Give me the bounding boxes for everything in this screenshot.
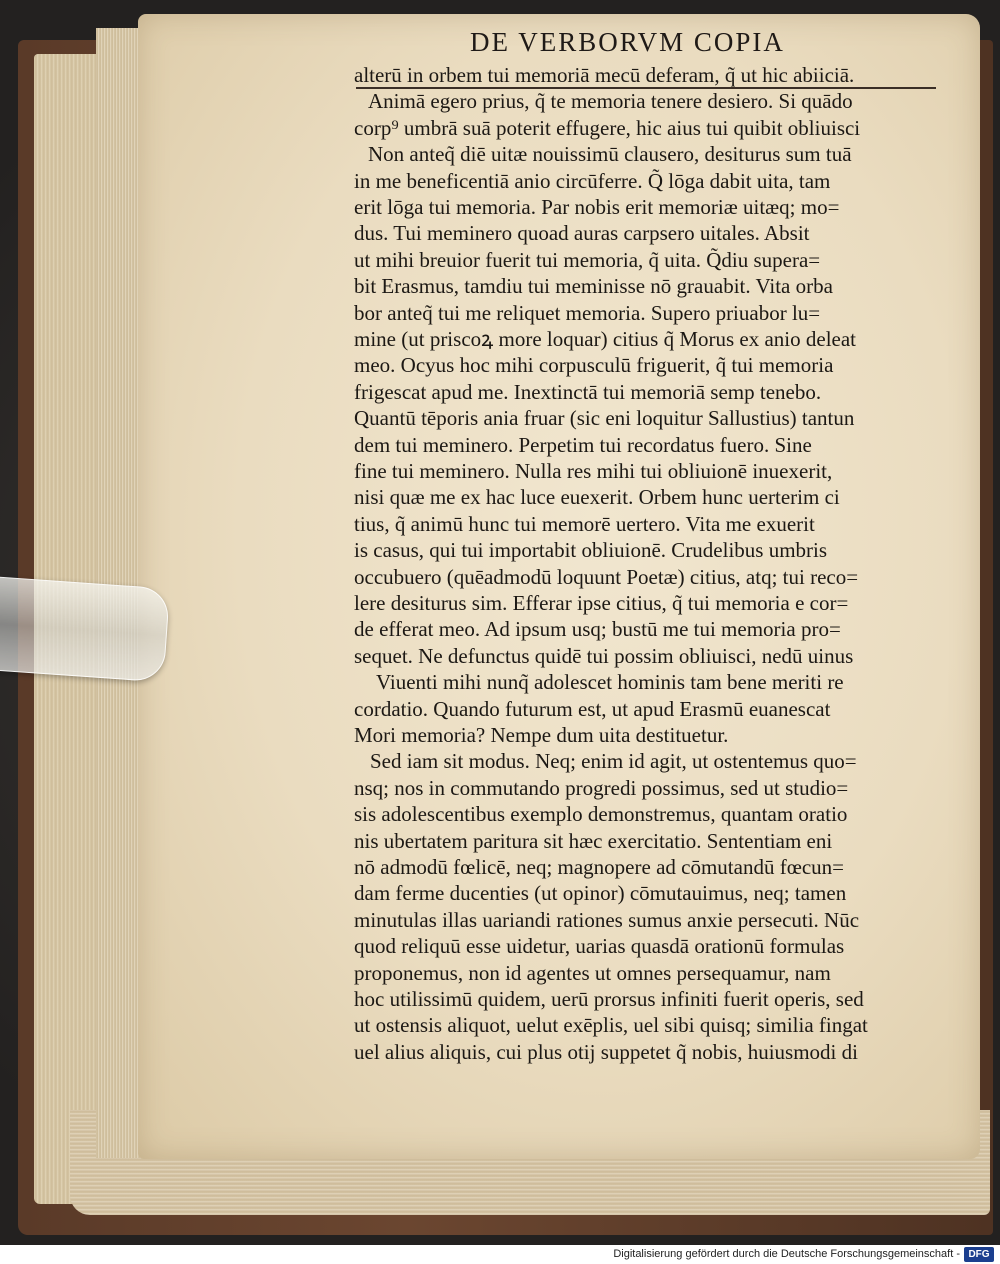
text-line: nō admodū fœlicē, neq; magnopere ad cōmutandū fœcun= xyxy=(354,855,845,879)
footer-credit: Digitalisierung gefördert durch die Deutsche Forschungsgemeinschaft - xyxy=(613,1248,960,1260)
text-line: lere desiturus sim. Efferar ipse citius, q̃ tui memoria e cor= xyxy=(354,591,849,615)
text-line: Animā egero prius, q̃ te memoria tenere desiero. Si quādo xyxy=(368,89,853,114)
text-line: quod reliquū esse uidetur, uarias quasdā orationū formulas xyxy=(354,934,845,959)
text-line: proponemus, non id agentes ut omnes persequamur, nam xyxy=(354,960,831,985)
text-line: sequet. Ne defunctus quidē tui possim obliuisci, nedū uinus xyxy=(354,643,854,668)
text-line: Mori memoria? Nempe dum uita destituetur. xyxy=(354,723,729,747)
text-line: alterū in orbem tui memoriā mecū deferam, q̃ ut hic abiiciā. xyxy=(354,63,855,87)
text-line: dem tui meminero. Perpetim tui recordatus fuero. Sine xyxy=(354,432,812,457)
text-line: Quantū tēporis ania fruar (sic eni loquitur Sallustius) tantun xyxy=(354,406,855,431)
text-line: ut ostensis aliquot, uelut exēplis, uel sibi quisq; similia fingat xyxy=(354,1013,868,1038)
text-line: bor anteq̃ tui me reliquet memoria. Supero priuabor lu= xyxy=(354,300,821,325)
text-line: frigescat apud me. Inextinctā tui memoriā semp tenebo. xyxy=(354,379,822,404)
text-line: Sed iam sit modus. Neq; enim id agit, ut ostentemus quo= xyxy=(370,749,857,774)
text-line: Viuenti mihi nunq̃ adolescet hominis tam bene meriti re xyxy=(376,670,844,695)
page-marker-strip xyxy=(0,576,170,683)
text-line: bit Erasmus, tamdiu tui meminisse nō grauabit. Vita orba xyxy=(354,274,833,299)
dfg-logo: DFG xyxy=(964,1247,994,1262)
text-line: uel alius aliquis, cui plus otij suppetet q̃ nobis, huiusmodi di xyxy=(354,1039,858,1064)
text-line: corp⁹ umbrā suā poterit effugere, hic aius tui quibit obliuisci xyxy=(354,115,861,140)
text-line: nisi quæ me ex hac luce euexerit. Orbem hunc uerterim ci xyxy=(354,485,840,510)
text-line: Non anteq̃ diē uitæ nouissimū clausero, desiturus sum tuā xyxy=(368,142,852,167)
text-line: nsq; nos in commutando progredi possimus, sed ut studio= xyxy=(354,775,849,800)
text-line: is casus, qui tui importabit obliuionē. Crudelibus umbris xyxy=(354,538,828,563)
running-head: DE VERBORVM COPIA xyxy=(470,27,785,57)
text-line: ut mihi breuior fuerit tui memoria, q̃ uita. Q̃diu supera= xyxy=(354,247,821,272)
text-line: fine tui meminero. Nulla res mihi tui obliuionē inuexerit, xyxy=(354,459,833,483)
text-line: hoc utilissimū quidem, uerū prorsus infiniti fuerit operis, sed xyxy=(354,987,864,1011)
text-line: nis ubertatem paritura sit hæc exercitatio. Sententiam eni xyxy=(354,828,833,853)
text-line: tius, q̃ animū hunc tui memorē uertero. Vita me exuerit xyxy=(354,511,815,536)
text-line: cordatio. Quando futurum est, ut apud Erasmū euanescat xyxy=(354,696,831,721)
text-line: occubuero (quēadmodū loquunt Poetæ) citius, atq; tui reco= xyxy=(354,564,859,589)
text-line: erit lōga tui memoria. Par nobis erit memoriæ uitæq; mo= xyxy=(354,195,840,219)
text-line: minutulas illas uariandi rationes sumus anxie persecuti. Nūc xyxy=(354,907,860,932)
text-line: dam ferme ducenties (ut opinor) cōmutauimus, neq; tamen xyxy=(354,881,847,906)
text-line: meo. Ocyus hoc mihi corpusculū friguerit, q̃ tui memoria xyxy=(354,353,834,378)
text-line: dus. Tui meminero quoad auras carpsero uitales. Absit xyxy=(354,221,810,246)
text-line: sis adolescentibus exemplo demonstremus, quantam oratio xyxy=(354,802,848,827)
text-line: de efferat meo. Ad ipsum usq; bustū me tui memoria pro= xyxy=(354,617,841,642)
text-line: in me beneficentiā anio circūferre. Q̃ lōga dabit uita, tam xyxy=(354,168,831,193)
text-line: mine (ut priscoꝝ more loquar) citius q̃ Morus ex anio deleat xyxy=(354,327,857,351)
